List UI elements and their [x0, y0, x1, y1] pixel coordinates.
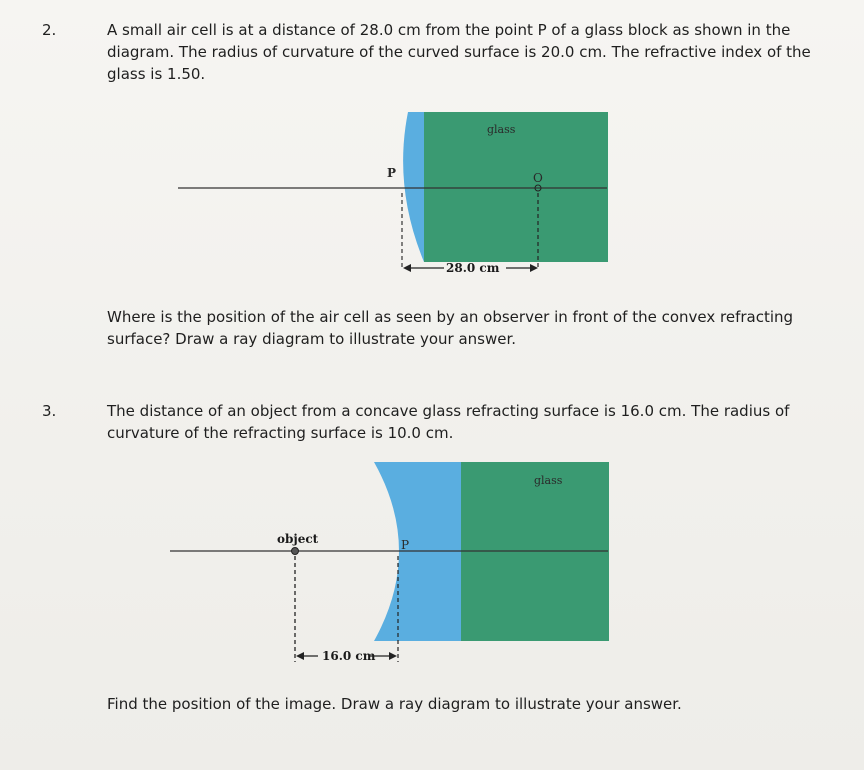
q3-point-label: P	[401, 538, 410, 552]
q2-distance-label: 28.0 cm	[446, 261, 500, 275]
question-2-number: 2.	[42, 21, 57, 39]
question-2-prompt-line-2: surface? Draw a ray diagram to illustrate your answer.	[107, 330, 517, 348]
question-3-prompt	[107, 693, 682, 715]
q3-distance-label: 16.0 cm	[322, 649, 376, 663]
q2-point-label: P	[387, 166, 397, 180]
q2-object-label: O	[533, 171, 543, 185]
question-2-line-3: glass is 1.50.	[107, 65, 206, 83]
question-3-line-2: curvature of the refracting surface is 10.0 cm.	[107, 424, 454, 442]
question-3-prompt-line-1: Find the position of the image. Draw a ray diagram to illustrate your answer.	[107, 695, 682, 713]
q3-object-marker	[292, 548, 299, 555]
q3-distance-arrowhead-left	[296, 652, 304, 660]
q3-object-label: object	[277, 532, 319, 546]
question-2-line-2: diagram. The radius of curvature of the curved surface is 20.0 cm. The refractive index of the	[107, 43, 811, 61]
q3-glass-label: glass	[534, 474, 563, 487]
question-2-line-1: A small air cell is at a distance of 28.0 cm from the point P of a glass block as shown in the	[107, 21, 791, 39]
q2-glass-label: glass	[487, 123, 516, 136]
question-3-line-1: The distance of an object from a concave glass refracting surface is 16.0 cm. The radius of	[107, 402, 790, 420]
question-2-prompt-line-1: Where is the position of the air cell as seen by an observer in front of the convex refracting	[107, 308, 794, 326]
question-3-number: 3.	[42, 402, 57, 420]
q3-distance-arrowhead-right	[389, 652, 397, 660]
